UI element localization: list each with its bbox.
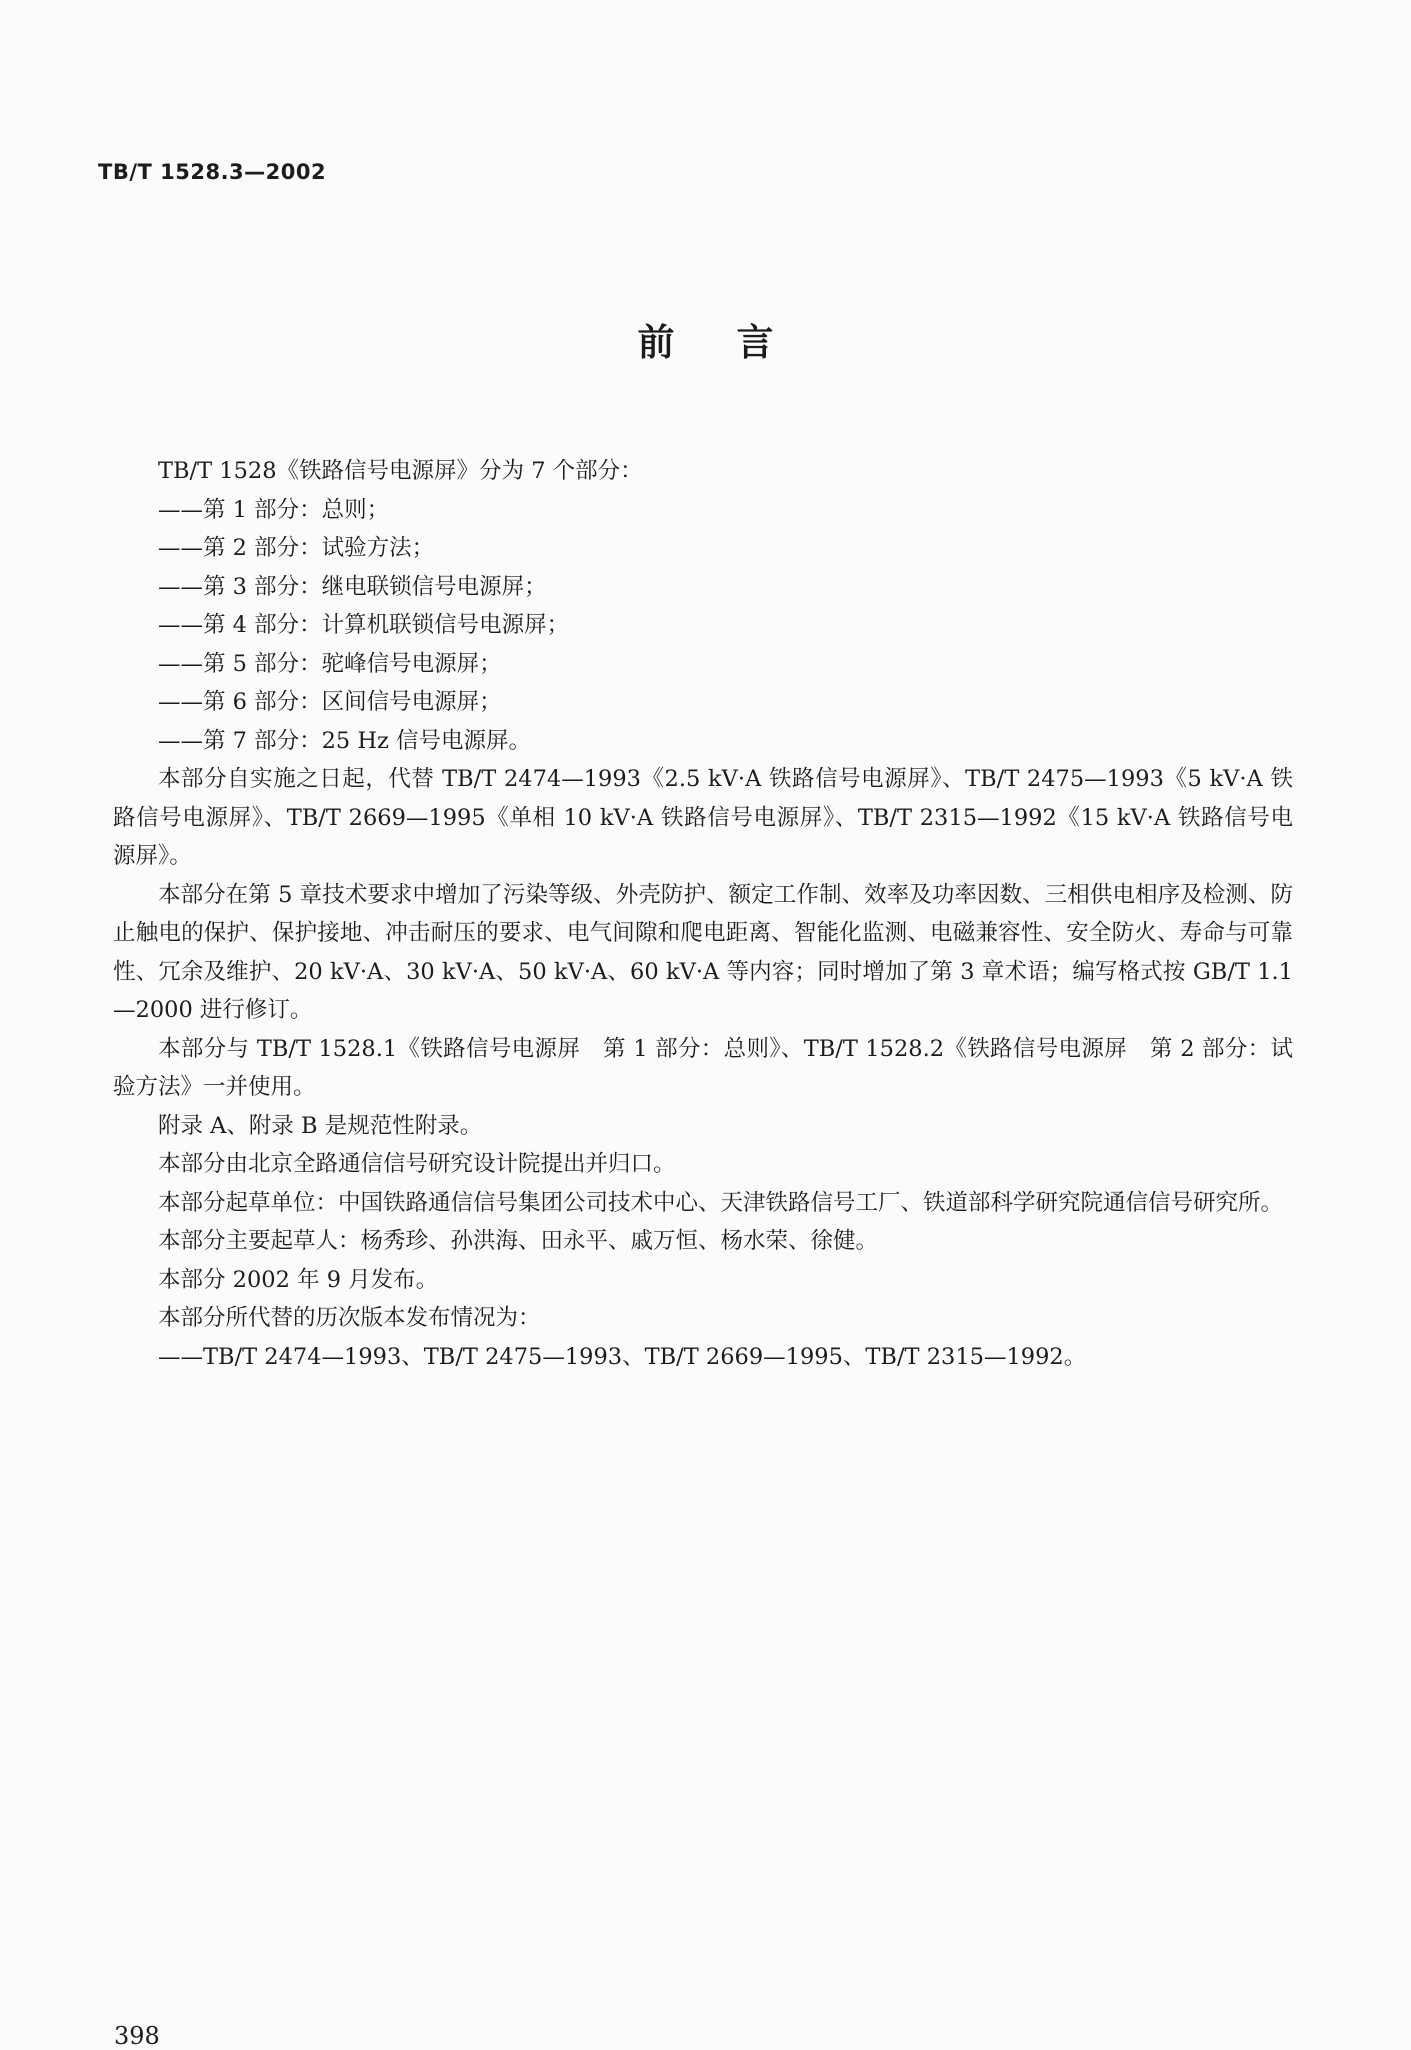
paragraph-changes: 本部分在第 5 章技术要求中增加了污染等级、外壳防护、额定工作制、效率及功率因数、三相供电相序及检测、防止触电的保护、保护接地、冲击耐压的要求、电气间隙和爬电距离、智能化监测、电磁兼容性、安全防火、寿命与可靠性、冗余及维护、20 kV·A、30 kV·A、50 kV·A、60 kV·A 等内容；同时增加了第 3 章术语；编写格式按 GB/T 1.1—2000 进行修订。 <box>113 881 1293 1023</box>
standard-code-header: TB/T 1528.3—2002 <box>98 160 327 184</box>
list-item-part-4: ——第 4 部分：计算机联锁信号电源屏； <box>158 612 570 638</box>
list-item-part-7: ——第 7 部分：25 Hz 信号电源屏。 <box>158 727 532 754</box>
list-item-history: ——TB/T 2474—1993、TB/T 2475—1993、TB/T 2669—1995、TB/T 2315—1992。 <box>158 1343 1087 1370</box>
page-title: 前言 <box>637 321 836 364</box>
list-item-part-2: ——第 2 部分：试验方法； <box>158 535 435 561</box>
list-item-part-1: ——第 1 部分：总则； <box>158 496 390 523</box>
list-item-part-5: ——第 5 部分：驼峰信号电源屏； <box>158 650 502 677</box>
paragraph-drafting-units: 本部分起草单位：中国铁路通信信号集团公司技术中心、天津铁路信号工厂、铁道部科学研究院通信信号研究所。 <box>158 1189 1284 1216</box>
paragraph-usage: 本部分与 TB/T 1528.1《铁路信号电源屏 第 1 部分：总则》、TB/T 1528.2《铁路信号电源屏 第 2 部分：试验方法》一并使用。 <box>113 1035 1293 1100</box>
paragraph-release-date: 本部分 2002 年 9 月发布。 <box>158 1266 439 1293</box>
list-item-part-3: ——第 3 部分：继电联锁信号电源屏； <box>158 573 547 600</box>
paragraph-drafters: 本部分主要起草人：杨秀珍、孙洪海、田永平、戚万恒、杨水荣、徐健。 <box>158 1228 879 1254</box>
page-number: 398 <box>114 2022 160 2050</box>
paragraph-annexes: 附录 A、附录 B 是规范性附录。 <box>158 1112 483 1139</box>
foreword-body <box>113 452 1293 1376</box>
paragraph-history-intro: 本部分所代替的历次版本发布情况为： <box>158 1305 541 1331</box>
paragraph-replaces: 本部分自实施之日起，代替 TB/T 2474—1993《2.5 kV·A 铁路信号电源屏》、TB/T 2475—1993《5 kV·A 铁路信号电源屏》、TB/T 2669—1995《单相 10 kV·A 铁路信号电源屏》、TB/T 2315—1992《15 kV·A 铁路信号电源屏》。 <box>113 766 1293 869</box>
paragraph-proposer: 本部分由北京全路通信信号研究设计院提出并归口。 <box>158 1151 676 1177</box>
paragraph-intro: TB/T 1528《铁路信号电源屏》分为 7 个部分： <box>158 458 643 484</box>
list-item-part-6: ——第 6 部分：区间信号电源屏； <box>158 689 502 715</box>
